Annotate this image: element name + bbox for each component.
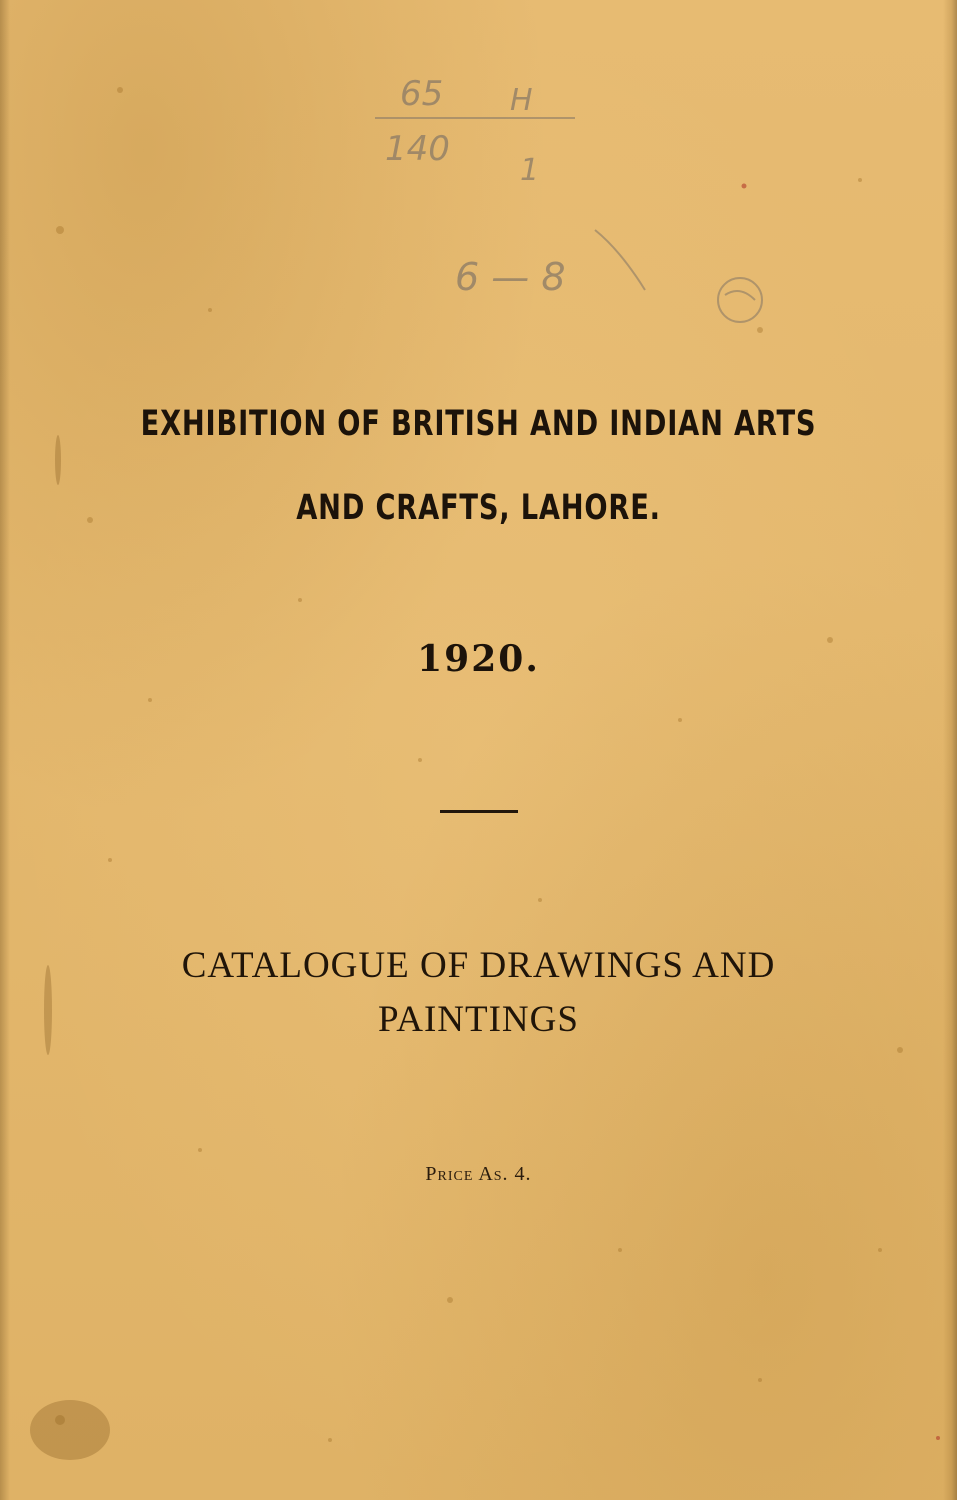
- pencil-note-line1: 65: [400, 74, 444, 114]
- pencil-note-line1b: H: [510, 83, 533, 118]
- exhibition-title-line2: AND CRAFTS, LAHORE.: [296, 488, 661, 528]
- pencil-annotation: [360, 60, 800, 350]
- pencil-note-line3: 6 — 8: [455, 255, 566, 299]
- catalogue-subtitle-line1: CATALOGUE OF DRAWINGS AND: [181, 945, 776, 986]
- pencil-note-line2b: 1: [520, 153, 540, 188]
- exhibition-year: 1920.: [417, 638, 540, 680]
- divider-rule: [440, 810, 518, 813]
- price-label: Price As. 4.: [425, 1163, 532, 1185]
- catalogue-subtitle-line2: PAINTINGS: [378, 999, 579, 1040]
- pencil-note-line2: 140: [385, 129, 450, 169]
- exhibition-title-line1: EXHIBITION OF BRITISH AND INDIAN ARTS: [140, 404, 817, 444]
